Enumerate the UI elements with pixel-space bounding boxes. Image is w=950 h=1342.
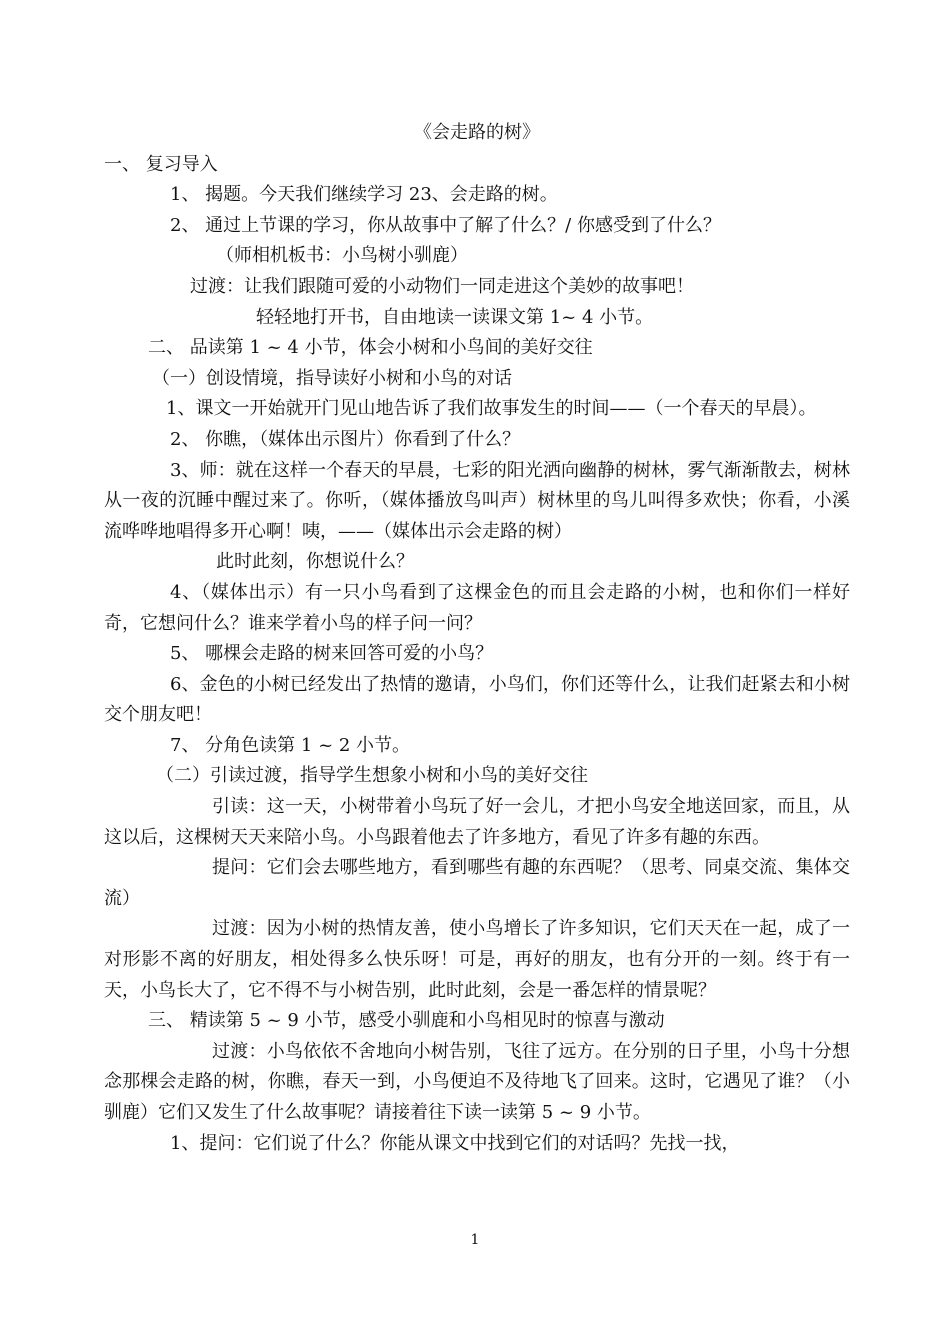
document-title: 《会走路的树》 — [414, 122, 540, 143]
paragraph: 过渡：因为小树的热情友善，使小鸟增长了许多知识，它们天天在一起，成了一对形影不离的好朋友，相处得多么快乐呀！可是，再好的朋友，也有分开的一刻。终于有一天，小鸟长大了，它不得不与小树告别，此时此刻，会是一番怎样的情景呢？ — [104, 918, 850, 1001]
section-heading-1: 一、 复习导入 — [104, 153, 218, 175]
board-note: （师相机板书：小鸟树小驯鹿） — [216, 245, 468, 267]
subsection-heading: （一）创设情境，指导读好小树和小鸟的对话 — [152, 367, 512, 389]
paragraph: 3、师：就在这样一个春天的早晨，七彩的阳光洒向幽静的树林，雾气渐渐散去，树林从一夜的沉睡中醒过来了。你听，（媒体播放鸟叫声）树林里的鸟儿叫得多欢快；你看，小溪流哗哗地唱得多开心啊！咦，——（媒体出示会走路的树） — [104, 459, 850, 542]
list-item: 2、 通过上节课的学习，你从故事中了解了什么？/ 你感受到了什么？ — [170, 214, 721, 236]
page-number: 1 — [470, 1232, 480, 1248]
list-item: 7、 分角色读第 1 ~ 2 小节。 — [170, 734, 411, 756]
list-item: 2、 你瞧，（媒体出示图片）你看到了什么？ — [170, 428, 521, 450]
paragraph: 引读：这一天，小树带着小鸟玩了好一会儿，才把小鸟安全地送回家，而且，从这以后，这棵树天天来陪小鸟。小鸟跟着他去了许多地方，看见了许多有趣的东西。 — [104, 796, 850, 848]
list-item: 1、 揭题。今天我们继续学习 23、会走路的树。 — [170, 184, 558, 206]
transition-text: 过渡：让我们跟随可爱的小动物们一同走进这个美妙的故事吧！ — [190, 275, 694, 297]
section-heading-2: 二、 品读第 1 ~ 4 小节，体会小树和小鸟间的美好交往 — [148, 337, 593, 359]
paragraph: 过渡：小鸟依依不舍地向小树告别，飞往了远方。在分别的日子里，小鸟十分想念那棵会走路的树，你瞧，春天一到，小鸟便迫不及待地飞了回来。这时，它遇见了谁？（小驯鹿）它们又发生了什么故事呢？请接着往下读一读第 5 ~ 9 小节。 — [104, 1040, 850, 1123]
document-body — [104, 118, 850, 1159]
subsection-heading: （二）引读过渡，指导学生想象小树和小鸟的美好交往 — [156, 765, 588, 787]
paragraph: 4、（媒体出示）有一只小鸟看到了这棵金色的而且会走路的小树，也和你们一样好奇，它想问什么？谁来学着小鸟的样子问一问？ — [104, 581, 850, 634]
instruction-text: 轻轻地打开书，自由地读一读课文第 1~ 4 小节。 — [256, 306, 654, 328]
section-heading-3: 三、 精读第 5 ~ 9 小节，感受小驯鹿和小鸟相见时的惊喜与激动 — [148, 1010, 665, 1032]
paragraph: 此时此刻，你想说什么？ — [216, 551, 414, 573]
paragraph: 1、课文一开始就开门见山地告诉了我们故事发生的时间——（一个春天的早晨）。 — [166, 398, 817, 420]
list-item: 1、提问：它们说了什么？你能从课文中找到它们的对话吗？先找一找， — [170, 1132, 740, 1154]
paragraph: 提问：它们会去哪些地方，看到哪些有趣的东西呢？（思考、同桌交流、集体交流） — [104, 857, 850, 909]
paragraph: 6、金色的小树已经发出了热情的邀请，小鸟们，你们还等什么，让我们赶紧去和小树交个朋友吧！ — [104, 673, 850, 726]
list-item: 5、 哪棵会走路的树来回答可爱的小鸟？ — [170, 643, 494, 665]
